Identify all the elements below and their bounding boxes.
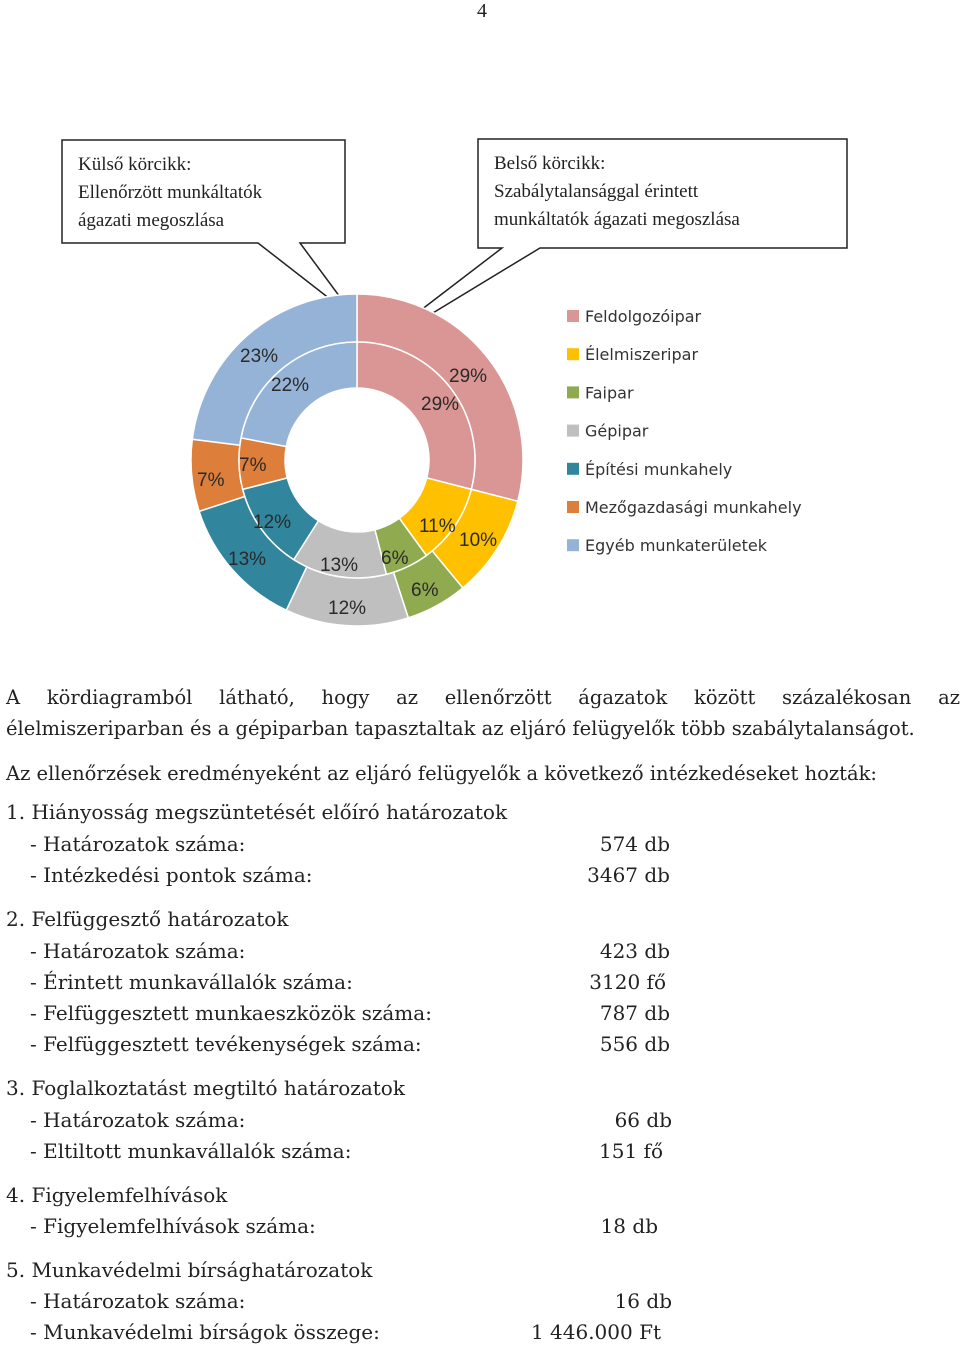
section-1-row-1-value: 574 db xyxy=(599,832,670,856)
legend-swatch-3 xyxy=(567,425,579,437)
inner-label-egyeb: 22% xyxy=(271,375,310,396)
legend-swatch-4 xyxy=(567,463,579,475)
section-1-row-2-label: - Intézkedési pontok száma: xyxy=(30,863,313,887)
legend-swatch-1 xyxy=(567,348,579,360)
outer-label-faipar: 6% xyxy=(411,580,439,601)
legend-label-4: Építési munkahely xyxy=(585,459,733,479)
chart-legend xyxy=(567,307,802,555)
section-1-row-1-label: - Határozatok száma: xyxy=(30,832,246,856)
legend-label-5: Mezőgazdasági munkahely xyxy=(585,498,802,517)
legend-swatch-5 xyxy=(567,501,579,513)
paragraph-1-line-1: A kördiagramból látható, hogy az ellenőrzött ágazatok között százalékosan az xyxy=(6,686,960,709)
section-4-row-1-label: - Figyelemfelhívások száma: xyxy=(30,1214,316,1238)
section-5-row-1-value: 16 db xyxy=(614,1289,672,1313)
section-3-row-1-value: 66 db xyxy=(614,1108,672,1132)
legend-swatch-2 xyxy=(567,386,579,398)
legend-label-3: Gépipar xyxy=(585,421,649,441)
doughnut-chart xyxy=(0,0,960,660)
section-2-row-2-label: - Érintett munkavállalók száma: xyxy=(30,970,353,994)
section-3-title: 3. Foglalkoztatást megtiltó határozatok xyxy=(6,1076,405,1100)
legend-label-0: Feldolgozóipar xyxy=(585,307,702,326)
page-number: 4 xyxy=(477,0,487,22)
section-4-row-1-value: 18 db xyxy=(600,1214,658,1238)
section-5-row-2-label: - Munkavédelmi bírságok összege: xyxy=(30,1320,380,1344)
inner-label-gepipar: 13% xyxy=(320,555,359,576)
section-2-row-4-label: - Felfüggesztett tevékenységek száma: xyxy=(30,1032,422,1056)
inner-callout-line2: Szabálytalansággal érintett xyxy=(494,181,699,202)
outer-callout-line2: Ellenőrzött munkáltatók xyxy=(78,182,263,203)
outer-ring-callout xyxy=(62,140,357,320)
inner-label-epitesi: 12% xyxy=(253,512,292,533)
section-3-row-2-value: 151 fő xyxy=(599,1139,663,1163)
inner-label-faipar: 6% xyxy=(381,548,409,569)
legend-swatch-0 xyxy=(567,310,579,322)
outer-label-feldolgozoipar: 29% xyxy=(449,366,488,387)
section-2-row-2-value: 3120 fő xyxy=(589,970,666,994)
section-5-row-1-label: - Határozatok száma: xyxy=(30,1289,246,1313)
inner-label-feldolgozoipar: 29% xyxy=(421,394,460,415)
inner-label-elelmiszeripar: 11% xyxy=(419,516,456,537)
section-3-row-2-label: - Eltiltott munkavállalók száma: xyxy=(30,1139,352,1163)
outer-label-egyeb: 23% xyxy=(240,346,279,367)
legend-label-2: Faipar xyxy=(585,383,634,403)
section-3-row-1-label: - Határozatok száma: xyxy=(30,1108,246,1132)
legend-label-1: Élelmiszeripar xyxy=(585,345,699,365)
inner-callout-line1: Belső körcikk: xyxy=(494,153,606,174)
inner-callout-line3: munkáltatók ágazati megoszlása xyxy=(494,209,740,230)
paragraph-2: Az ellenőrzések eredményeként az eljáró felügyelők a következő intézkedéseket hozták: xyxy=(6,762,877,785)
outer-label-gepipar: 12% xyxy=(328,598,367,619)
section-2-row-3-label: - Felfüggesztett munkaeszközök száma: xyxy=(30,1001,432,1025)
section-5-row-2-value: 1 446.000 Ft xyxy=(530,1320,661,1344)
section-5-title: 5. Munkavédelmi bírsághatározatok xyxy=(6,1258,373,1282)
inner-label-mezogazdasagi: 7% xyxy=(239,455,267,476)
section-2-row-3-value: 787 db xyxy=(599,1001,670,1025)
legend-swatch-6 xyxy=(567,539,579,551)
outer-label-mezogazdasagi: 7% xyxy=(197,470,225,491)
section-4-title: 4. Figyelemfelhívások xyxy=(6,1183,228,1207)
outer-label-epitesi: 13% xyxy=(228,549,267,570)
section-1-row-2-value: 3467 db xyxy=(587,863,670,887)
section-2-row-4-value: 556 db xyxy=(599,1032,670,1056)
paragraph-1-line-2: élelmiszeriparban és a gépiparban tapasztaltak az eljáró felügyelők több szabálytalanságot. xyxy=(6,717,915,740)
outer-label-elelmiszeripar: 10% xyxy=(459,530,498,551)
outer-callout-line1: Külső körcikk: xyxy=(78,154,192,175)
outer-callout-line3: ágazati megoszlása xyxy=(78,210,225,231)
section-2-row-1-value: 423 db xyxy=(599,939,670,963)
section-2-row-1-label: - Határozatok száma: xyxy=(30,939,246,963)
section-2-title: 2. Felfüggesztő határozatok xyxy=(6,907,289,931)
legend-label-6: Egyéb munkaterületek xyxy=(585,536,767,556)
section-1-title: 1. Hiányosság megszüntetését előíró határozatok xyxy=(6,800,508,824)
